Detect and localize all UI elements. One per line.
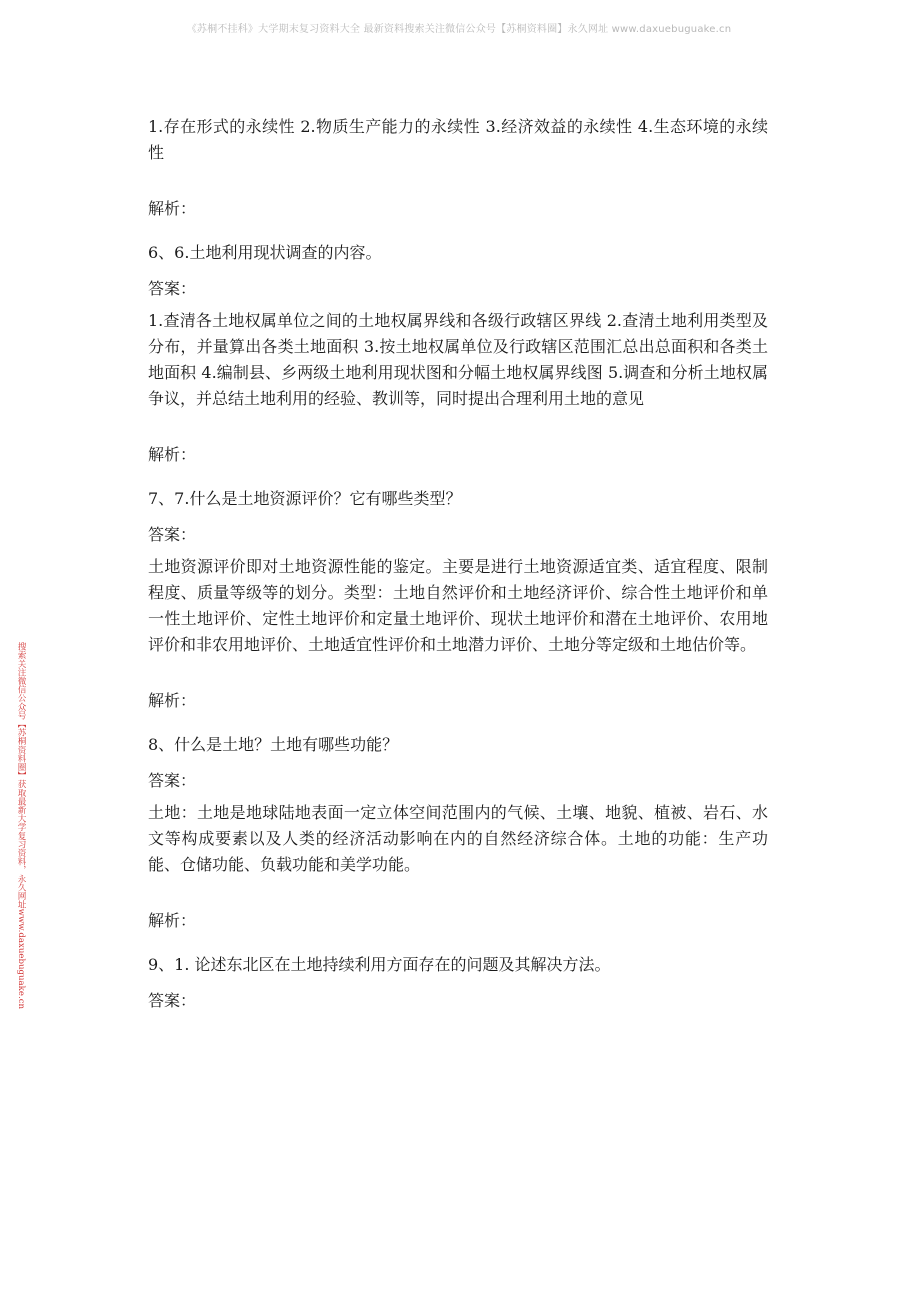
q8-analysis-label: 解析： xyxy=(148,911,197,930)
side-watermark: 搜索关注微信公众号【苏桐资料圈】获取最新大学复习资料，永久网址www.daxuebuguake.cn xyxy=(16,642,26,1010)
q5-answer-text: 1.存在形式的永续性 2.物质生产能力的永续性 3.经济效益的永续性 4.生态环境的永续性 xyxy=(148,117,768,162)
document-body xyxy=(148,114,768,1014)
q7-analysis-label: 解析： xyxy=(148,691,197,710)
q9-answer-label: 答案： xyxy=(148,991,197,1010)
header-watermark: 《苏桐不挂科》大学期末复习资料大全 最新资料搜索关注微信公众号【苏桐资料圈】永久网址 www.daxuebuguake.cn xyxy=(186,24,732,35)
q7-answer-label: 答案： xyxy=(148,525,197,544)
q6-analysis-label: 解析： xyxy=(148,445,197,464)
q8-answer-label: 答案： xyxy=(148,771,197,790)
q7-answer-text: 土地资源评价即对土地资源性能的鉴定。主要是进行土地资源适宜类、适宜程度、限制程度、质量等级等的划分。类型：土地自然评价和土地经济评价、综合性土地评价和单一性土地评价、定性土地评价和定量土地评价、现状土地评价和潜在土地评价、农用地评价和非农用地评价、土地适宜性评价和土地潜力评价、土地分等定级和土地估价等。 xyxy=(148,557,768,654)
q6-answer-label: 答案： xyxy=(148,279,197,298)
q6-question: 6、6.土地利用现状调查的内容。 xyxy=(148,243,382,262)
q6-answer-text: 1.查清各土地权属单位之间的土地权属界线和各级行政辖区界线 2.查清土地利用类型及分布，并量算出各类土地面积 3.按土地权属单位及行政辖区范围汇总出总面积和各类土地面积 4.编制县、乡两级土地利用现状图和分幅土地权属界线图 5.调查和分析土地权属争议，并总结土地利用的经验、教训等，同时提出合理利用土地的意见 xyxy=(148,311,768,408)
q8-answer-text: 土地：土地是地球陆地表面一定立体空间范围内的气候、土壤、地貌、植被、岩石、水文等构成要素以及人类的经济活动影响在内的自然经济综合体。土地的功能：生产功能、仓储功能、负载功能和美学功能。 xyxy=(148,803,768,874)
q8-question: 8、什么是土地？土地有哪些功能？ xyxy=(148,735,399,754)
q7-question: 7、7.什么是土地资源评价？它有哪些类型？ xyxy=(148,489,462,508)
q9-question: 9、1. 论述东北区在土地持续利用方面存在的问题及其解决方法。 xyxy=(148,955,611,974)
q5-analysis-label: 解析： xyxy=(148,199,197,218)
